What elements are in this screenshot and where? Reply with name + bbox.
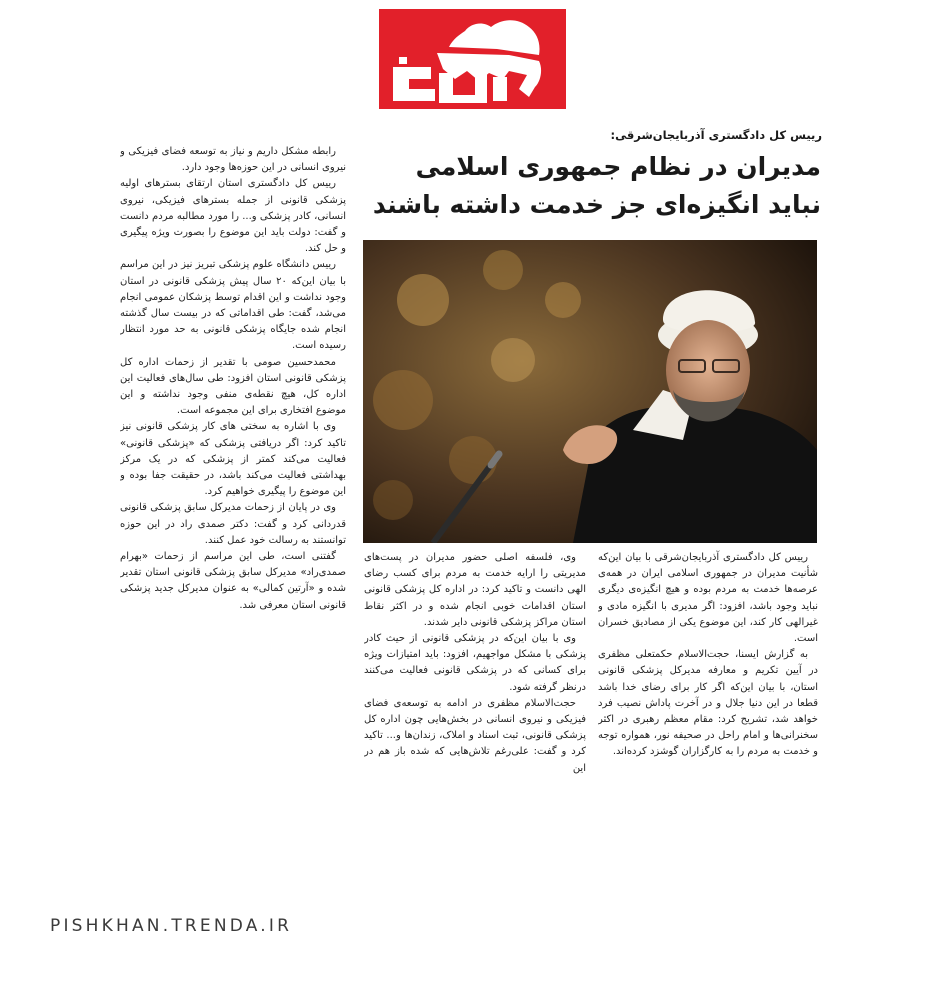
paragraph: رییس کل دادگستری استان ارتقای بسترهای اولیه پزشکی قانونی از جمله بسترهای فیزیکی، نیروی انسانی، کادر پزشکی و... را مورد مطالبه مردم دانست و گفت: دولت باید این موضوع را بصورت ویژه پیگیری و حل کند. <box>120 178 346 255</box>
paragraph: وی، فلسفه اصلی حضور مدیران در پست‌های مدیریتی را ارایه خدمت به مردم برای کسب رضای الهی دانست و تاکید کرد: در اداره کل پزشکی قانونی استان اقدامات خوبی انجام شده و در اکثر نقاط استان مراکز پزشکی قانونی دایر شدند. <box>364 552 586 628</box>
article-headline <box>371 148 821 224</box>
headline-line-2: نباید انگیزه‌ای جز خدمت داشته باشند <box>372 190 821 219</box>
paragraph: رییس دانشگاه علوم پزشکی تبریز نیز در این مراسم با بیان این‌که ۲۰ سال پیش پزشکی قانونی در استان وجود نداشت و این اقدام توسط پزشکان عمومی انجام می‌شد، گفت: طی اقداماتی که در بیست سال گذشته انجام شده جایگاه پزشکی قانونی به حد مورد انتظار رسیده است. <box>120 259 346 352</box>
paragraph: گفتنی است، طی این مراسم از زحمات «بهرام صمدی‌راد» مدیرکل سابق پزشکی قانونی استان تقدیر شده و «آرتین کمالی» به عنوان مدیرکل جدید پزشکی قانونی استان معرفی شد. <box>120 551 346 611</box>
article-supertitle: رییس کل دادگستری آذربایجان‌شرقی: <box>610 128 822 142</box>
article-column-middle <box>364 550 586 885</box>
cleric-speaking-photo <box>363 240 817 543</box>
article-column-left <box>120 144 346 884</box>
article-column-right <box>598 550 818 885</box>
article-photo <box>363 240 817 543</box>
newspaper-logo <box>379 9 566 109</box>
site-watermark: PISHKHAN.TRENDA.IR <box>50 916 293 936</box>
headline-line-1: مدیران در نظام جمهوری اسلامی <box>415 152 821 181</box>
lion-logo-icon <box>379 9 566 109</box>
paragraph: محمدحسین صومی با تقدیر از زحمات اداره کل پزشکی قانونی استان افزود: طی سال‌های فعالیت این اداره کل، هیچ نقطه‌ی منفی وجود نداشته و این موضوع افتخاری برای این مجموعه است. <box>120 356 346 417</box>
paragraph: حجت‌الاسلام مظفری در ادامه به توسعه‌ی فضای فیزیکی و نیروی انسانی در بخش‌هایی چون اداره کل پزشکی قانونی، ثبت اسناد و املاک، زندان‌ها و... تاکید کرد و گفت: علی‌رغم تلاش‌هایی که شده باز هم در این <box>364 697 586 774</box>
paragraph: وی در پایان از زحمات مدیرکل سابق پزشکی قانونی قدردانی کرد و گفت: دکتر صمدی راد در این حوزه توانستند به رسالت خود عمل کنند. <box>120 502 346 546</box>
paragraph: به گزارش ایسنا، حجت‌الاسلام حکمتعلی مظفری در آیین تکریم و معارفه مدیرکل پزشکی قانونی استان، با بیان این‌که اگر کار برای رضای خدا باشد قطعا در این دنیا جلال و در آخرت پاداش نصیب فرد خواهد شد، تشریح کرد: مقام معظم رهبری در اکثر سخنرانی‌ها و امام راحل در صحیفه نور، همواره توجه و خدمت به مردم را به کارگزاران گوشزد کرده‌اند. <box>598 649 818 758</box>
paragraph: وی با اشاره به سختی های کار پزشکی قانونی نیز تاکید کرد: اگر دریافتی پزشکی که «پزشکی قانونی» فعالیت می‌کند کمتر از پزشکی که در یک مرکز بهداشتی فعالیت می‌کند باشد، در حقیقت جفا بوده و این موضوع را پیگیری خواهیم کرد. <box>120 421 346 498</box>
paragraph: رییس کل دادگستری آذربایجان‌شرقی با بیان این‌که شأنیت مدیران در جمهوری اسلامی ایران در همه‌ی عرصه‌ها خدمت به مردم بوده و هیچ انگیزه‌ی دیگری نباید وجود باشد، افزود: اگر مدیری با انگیزه مادی و غیرالهی کار کند، این موضوع یکی از مصادیق خسران است. <box>598 552 818 645</box>
paragraph: وی با بیان این‌که در پزشکی قانونی از حیث کادر پزشکی با مشکل مواجهیم، افزود: باید امتیازات ویژه برای کسانی که در پزشکی قانونی فعالیت می‌کنند درنظر گرفته شود. <box>364 633 586 693</box>
paragraph: رابطه مشکل داریم و نیاز به توسعه فضای فیزیکی و نیروی انسانی در این حوزه‌ها وجود دارد. <box>120 146 346 174</box>
